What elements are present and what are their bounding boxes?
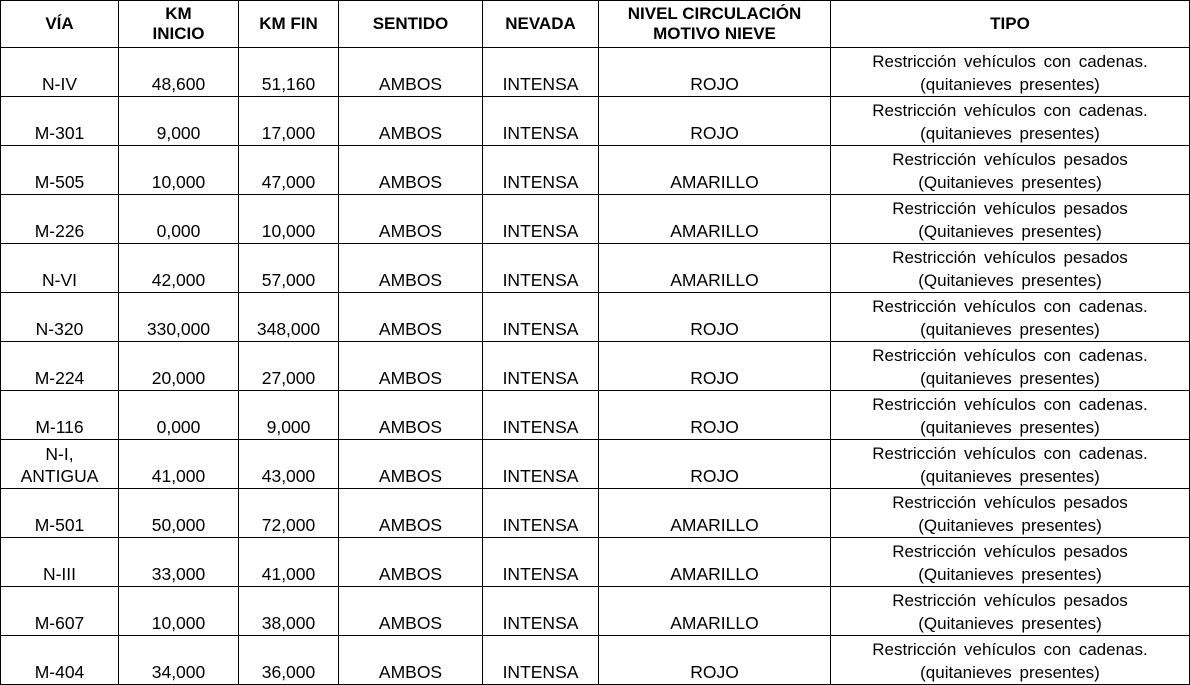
cell-km-inicio-text: 34,000	[151, 662, 206, 682]
cell-via	[1, 538, 119, 587]
header-row	[1, 1, 1190, 48]
cell-via-text: N-I,	[45, 444, 74, 464]
cell-sentido	[339, 293, 483, 342]
cell-sentido-text: AMBOS	[378, 221, 443, 241]
table-row	[1, 293, 1190, 342]
cell-tipo-text: (Quitanieves presentes)	[918, 172, 1102, 192]
cell-km-inicio	[119, 293, 239, 342]
cell-via	[1, 146, 119, 195]
cell-sentido	[339, 587, 483, 636]
header-km-inicio	[119, 1, 239, 48]
table-row	[1, 636, 1190, 685]
cell-via-text: M-224	[34, 368, 85, 388]
table-row	[1, 146, 1190, 195]
cell-nevada-text: INTENSA	[502, 515, 579, 535]
cell-tipo-text: (Quitanieves presentes)	[918, 221, 1102, 241]
table-body	[1, 48, 1190, 685]
cell-km-fin-text: 10,000	[261, 221, 316, 241]
cell-nevada-text: INTENSA	[502, 368, 579, 388]
cell-km-fin-text: 47,000	[261, 172, 316, 192]
cell-via-text: M-505	[34, 172, 85, 192]
cell-km-fin-text: 38,000	[261, 613, 316, 633]
cell-km-inicio	[119, 195, 239, 244]
cell-tipo-text: Restricción vehículos con cadenas.	[872, 51, 1148, 71]
cell-tipo	[831, 195, 1190, 244]
cell-via	[1, 587, 119, 636]
cell-nevada	[483, 538, 599, 587]
cell-km-fin	[239, 538, 339, 587]
cell-nivel-text: ROJO	[690, 368, 739, 388]
cell-nevada-text: INTENSA	[502, 319, 579, 339]
header-nivel	[599, 1, 831, 48]
cell-via-text: M-607	[34, 613, 85, 633]
cell-sentido-text: AMBOS	[378, 564, 443, 584]
cell-tipo	[831, 538, 1190, 587]
cell-tipo-text: Restricción vehículos con cadenas.	[872, 443, 1148, 463]
cell-tipo-text: Restricción vehículos con cadenas.	[872, 100, 1148, 120]
cell-tipo	[831, 342, 1190, 391]
cell-tipo-text: (Quitanieves presentes)	[918, 515, 1102, 535]
cell-km-fin	[239, 195, 339, 244]
cell-sentido	[339, 391, 483, 440]
cell-km-inicio	[119, 342, 239, 391]
cell-km-inicio	[119, 489, 239, 538]
cell-tipo-text: (quitanieves presentes)	[920, 662, 1100, 682]
cell-tipo	[831, 146, 1190, 195]
cell-tipo-text: Restricción vehículos con cadenas.	[872, 639, 1148, 659]
cell-km-inicio-text: 50,000	[151, 515, 206, 535]
table-row	[1, 195, 1190, 244]
cell-via-text: M-404	[34, 662, 85, 682]
cell-sentido	[339, 146, 483, 195]
cell-via	[1, 391, 119, 440]
cell-tipo-text: Restricción vehículos pesados	[892, 149, 1128, 169]
cell-nevada-text: INTENSA	[502, 123, 579, 143]
cell-via	[1, 97, 119, 146]
cell-via	[1, 342, 119, 391]
cell-nivel	[599, 146, 831, 195]
cell-nivel	[599, 489, 831, 538]
cell-km-fin	[239, 489, 339, 538]
cell-km-fin	[239, 48, 339, 97]
cell-km-inicio	[119, 636, 239, 685]
cell-tipo	[831, 391, 1190, 440]
cell-nivel-text: ROJO	[690, 123, 739, 143]
cell-via-text: M-301	[34, 123, 85, 143]
cell-tipo	[831, 97, 1190, 146]
cell-tipo	[831, 48, 1190, 97]
table-row	[1, 538, 1190, 587]
cell-tipo-text: (quitanieves presentes)	[920, 368, 1100, 388]
cell-km-inicio	[119, 97, 239, 146]
header-nevada	[483, 1, 599, 48]
cell-nevada	[483, 440, 599, 489]
cell-via	[1, 244, 119, 293]
cell-km-fin-text: 348,000	[256, 319, 321, 339]
header-nivel-line1: NIVEL CIRCULACIÓN	[627, 4, 802, 23]
cell-sentido-text: AMBOS	[378, 123, 443, 143]
cell-nivel-text: AMARILLO	[670, 221, 759, 241]
table-row	[1, 391, 1190, 440]
cell-km-inicio-text: 10,000	[151, 172, 206, 192]
cell-nivel-text: AMARILLO	[670, 270, 759, 290]
cell-km-inicio-text: 48,600	[151, 74, 206, 94]
cell-nivel-text: AMARILLO	[670, 613, 759, 633]
cell-sentido-text: AMBOS	[378, 74, 443, 94]
cell-tipo-text: Restricción vehículos con cadenas.	[872, 296, 1148, 316]
cell-sentido-text: AMBOS	[378, 172, 443, 192]
cell-tipo-text: (quitanieves presentes)	[920, 319, 1100, 339]
cell-km-fin	[239, 587, 339, 636]
cell-km-fin-text: 51,160	[261, 74, 316, 94]
cell-via	[1, 195, 119, 244]
cell-tipo-text: (Quitanieves presentes)	[918, 564, 1102, 584]
cell-nivel-text: ROJO	[690, 466, 739, 486]
cell-tipo-text: Restricción vehículos pesados	[892, 541, 1128, 561]
cell-km-inicio-text: 10,000	[151, 613, 206, 633]
cell-via-text: N-III	[42, 564, 77, 584]
cell-tipo-text: (quitanieves presentes)	[920, 123, 1100, 143]
cell-nevada	[483, 195, 599, 244]
cell-km-fin	[239, 293, 339, 342]
cell-nivel-text: ROJO	[690, 74, 739, 94]
cell-km-fin-text: 57,000	[261, 270, 316, 290]
cell-sentido-text: AMBOS	[378, 515, 443, 535]
cell-sentido	[339, 636, 483, 685]
cell-nevada-text: INTENSA	[502, 564, 579, 584]
cell-via-text: ANTIGUA	[20, 466, 99, 486]
cell-km-inicio-text: 20,000	[151, 368, 206, 388]
cell-nevada	[483, 97, 599, 146]
cell-km-inicio-text: 0,000	[156, 417, 201, 437]
cell-nivel-text: ROJO	[690, 662, 739, 682]
cell-tipo-text: (quitanieves presentes)	[920, 74, 1100, 94]
cell-km-fin	[239, 391, 339, 440]
cell-via	[1, 48, 119, 97]
cell-nivel	[599, 391, 831, 440]
cell-nivel	[599, 293, 831, 342]
cell-nivel	[599, 244, 831, 293]
cell-nevada-text: INTENSA	[502, 662, 579, 682]
cell-km-fin	[239, 440, 339, 489]
cell-via-text: M-501	[34, 515, 85, 535]
cell-km-fin-text: 9,000	[266, 417, 311, 437]
table-row	[1, 440, 1190, 489]
cell-km-inicio	[119, 244, 239, 293]
cell-km-fin-text: 43,000	[261, 466, 316, 486]
cell-km-fin	[239, 636, 339, 685]
cell-nevada-text: INTENSA	[502, 270, 579, 290]
cell-sentido	[339, 195, 483, 244]
cell-via-text: N-320	[35, 319, 84, 339]
cell-via-text: N-IV	[42, 74, 77, 94]
cell-sentido-text: AMBOS	[378, 319, 443, 339]
cell-km-inicio	[119, 146, 239, 195]
header-via-label: VÍA	[45, 14, 74, 33]
cell-tipo-text: (quitanieves presentes)	[920, 417, 1100, 437]
cell-via	[1, 293, 119, 342]
cell-sentido-text: AMBOS	[378, 466, 443, 486]
header-km-inicio-line1: KM	[165, 4, 192, 23]
cell-km-inicio-text: 33,000	[151, 564, 206, 584]
cell-nivel-text: AMARILLO	[670, 515, 759, 535]
cell-tipo-text: Restricción vehículos pesados	[892, 247, 1128, 267]
table-row	[1, 587, 1190, 636]
cell-km-fin	[239, 146, 339, 195]
cell-km-fin-text: 72,000	[261, 515, 316, 535]
cell-km-fin-text: 27,000	[261, 368, 316, 388]
cell-nevada	[483, 342, 599, 391]
cell-nevada	[483, 48, 599, 97]
cell-nivel-text: ROJO	[690, 417, 739, 437]
cell-tipo-text: Restricción vehículos con cadenas.	[872, 345, 1148, 365]
cell-sentido	[339, 97, 483, 146]
cell-km-fin	[239, 244, 339, 293]
header-km-fin	[239, 1, 339, 48]
header-sentido-label: SENTIDO	[372, 14, 449, 33]
table-row	[1, 489, 1190, 538]
table-row	[1, 342, 1190, 391]
cell-sentido	[339, 538, 483, 587]
cell-via	[1, 489, 119, 538]
cell-nivel	[599, 587, 831, 636]
cell-nivel	[599, 440, 831, 489]
cell-nevada	[483, 636, 599, 685]
cell-tipo	[831, 293, 1190, 342]
cell-km-inicio	[119, 48, 239, 97]
cell-km-fin-text: 36,000	[261, 662, 316, 682]
cell-km-inicio	[119, 538, 239, 587]
cell-tipo-text: Restricción vehículos pesados	[892, 198, 1128, 218]
cell-tipo-text: Restricción vehículos pesados	[892, 590, 1128, 610]
cell-nivel	[599, 195, 831, 244]
cell-tipo-text: Restricción vehículos con cadenas.	[872, 394, 1148, 414]
cell-nivel	[599, 97, 831, 146]
header-nivel-line2: MOTIVO NIEVE	[653, 24, 776, 43]
table-row	[1, 48, 1190, 97]
cell-nevada	[483, 146, 599, 195]
header-km-inicio-line2: INICIO	[152, 24, 205, 43]
header-sentido	[339, 1, 483, 48]
cell-nevada	[483, 244, 599, 293]
cell-sentido	[339, 489, 483, 538]
cell-tipo	[831, 489, 1190, 538]
table-row	[1, 97, 1190, 146]
cell-via-text: M-226	[34, 221, 85, 241]
cell-sentido-text: AMBOS	[378, 270, 443, 290]
cell-nevada-text: INTENSA	[502, 466, 579, 486]
cell-nevada	[483, 489, 599, 538]
cell-km-inicio	[119, 440, 239, 489]
cell-nivel	[599, 342, 831, 391]
cell-tipo	[831, 244, 1190, 293]
cell-tipo-text: (Quitanieves presentes)	[918, 613, 1102, 633]
cell-nivel-text: ROJO	[690, 319, 739, 339]
cell-sentido	[339, 244, 483, 293]
cell-sentido	[339, 48, 483, 97]
cell-sentido-text: AMBOS	[378, 613, 443, 633]
cell-km-inicio-text: 42,000	[151, 270, 206, 290]
header-via	[1, 1, 119, 48]
cell-nevada-text: INTENSA	[502, 417, 579, 437]
cell-nevada-text: INTENSA	[502, 74, 579, 94]
table-row	[1, 244, 1190, 293]
cell-km-fin	[239, 97, 339, 146]
cell-km-inicio	[119, 587, 239, 636]
cell-via	[1, 636, 119, 685]
cell-sentido	[339, 342, 483, 391]
cell-via-text: N-VI	[42, 270, 77, 290]
cell-tipo-text: Restricción vehículos pesados	[892, 492, 1128, 512]
cell-via	[1, 440, 119, 489]
cell-km-fin-text: 17,000	[261, 123, 316, 143]
cell-km-inicio-text: 9,000	[156, 123, 201, 143]
cell-km-inicio-text: 41,000	[151, 466, 206, 486]
cell-sentido-text: AMBOS	[378, 417, 443, 437]
cell-nivel-text: AMARILLO	[670, 564, 759, 584]
cell-nivel	[599, 636, 831, 685]
cell-km-inicio	[119, 391, 239, 440]
cell-km-inicio-text: 0,000	[156, 221, 201, 241]
cell-km-fin	[239, 342, 339, 391]
header-km-fin-label: KM FIN	[259, 14, 318, 33]
header-nevada-label: NEVADA	[505, 14, 576, 33]
cell-tipo-text: (Quitanieves presentes)	[918, 270, 1102, 290]
cell-nevada-text: INTENSA	[502, 221, 579, 241]
cell-km-fin-text: 41,000	[261, 564, 316, 584]
cell-nevada	[483, 391, 599, 440]
cell-tipo-text: (quitanieves presentes)	[920, 466, 1100, 486]
cell-nevada	[483, 293, 599, 342]
header-tipo	[831, 1, 1190, 48]
cell-nivel	[599, 538, 831, 587]
cell-sentido-text: AMBOS	[378, 662, 443, 682]
cell-nevada-text: INTENSA	[502, 613, 579, 633]
cell-nevada-text: INTENSA	[502, 172, 579, 192]
cell-nivel-text: AMARILLO	[670, 172, 759, 192]
cell-sentido	[339, 440, 483, 489]
cell-tipo	[831, 636, 1190, 685]
cell-nivel	[599, 48, 831, 97]
header-tipo-label: TIPO	[990, 14, 1030, 33]
cell-tipo	[831, 440, 1190, 489]
cell-sentido-text: AMBOS	[378, 368, 443, 388]
cell-via-text: M-116	[35, 417, 84, 437]
cell-km-inicio-text: 330,000	[146, 319, 211, 339]
cell-tipo	[831, 587, 1190, 636]
cell-nevada	[483, 587, 599, 636]
